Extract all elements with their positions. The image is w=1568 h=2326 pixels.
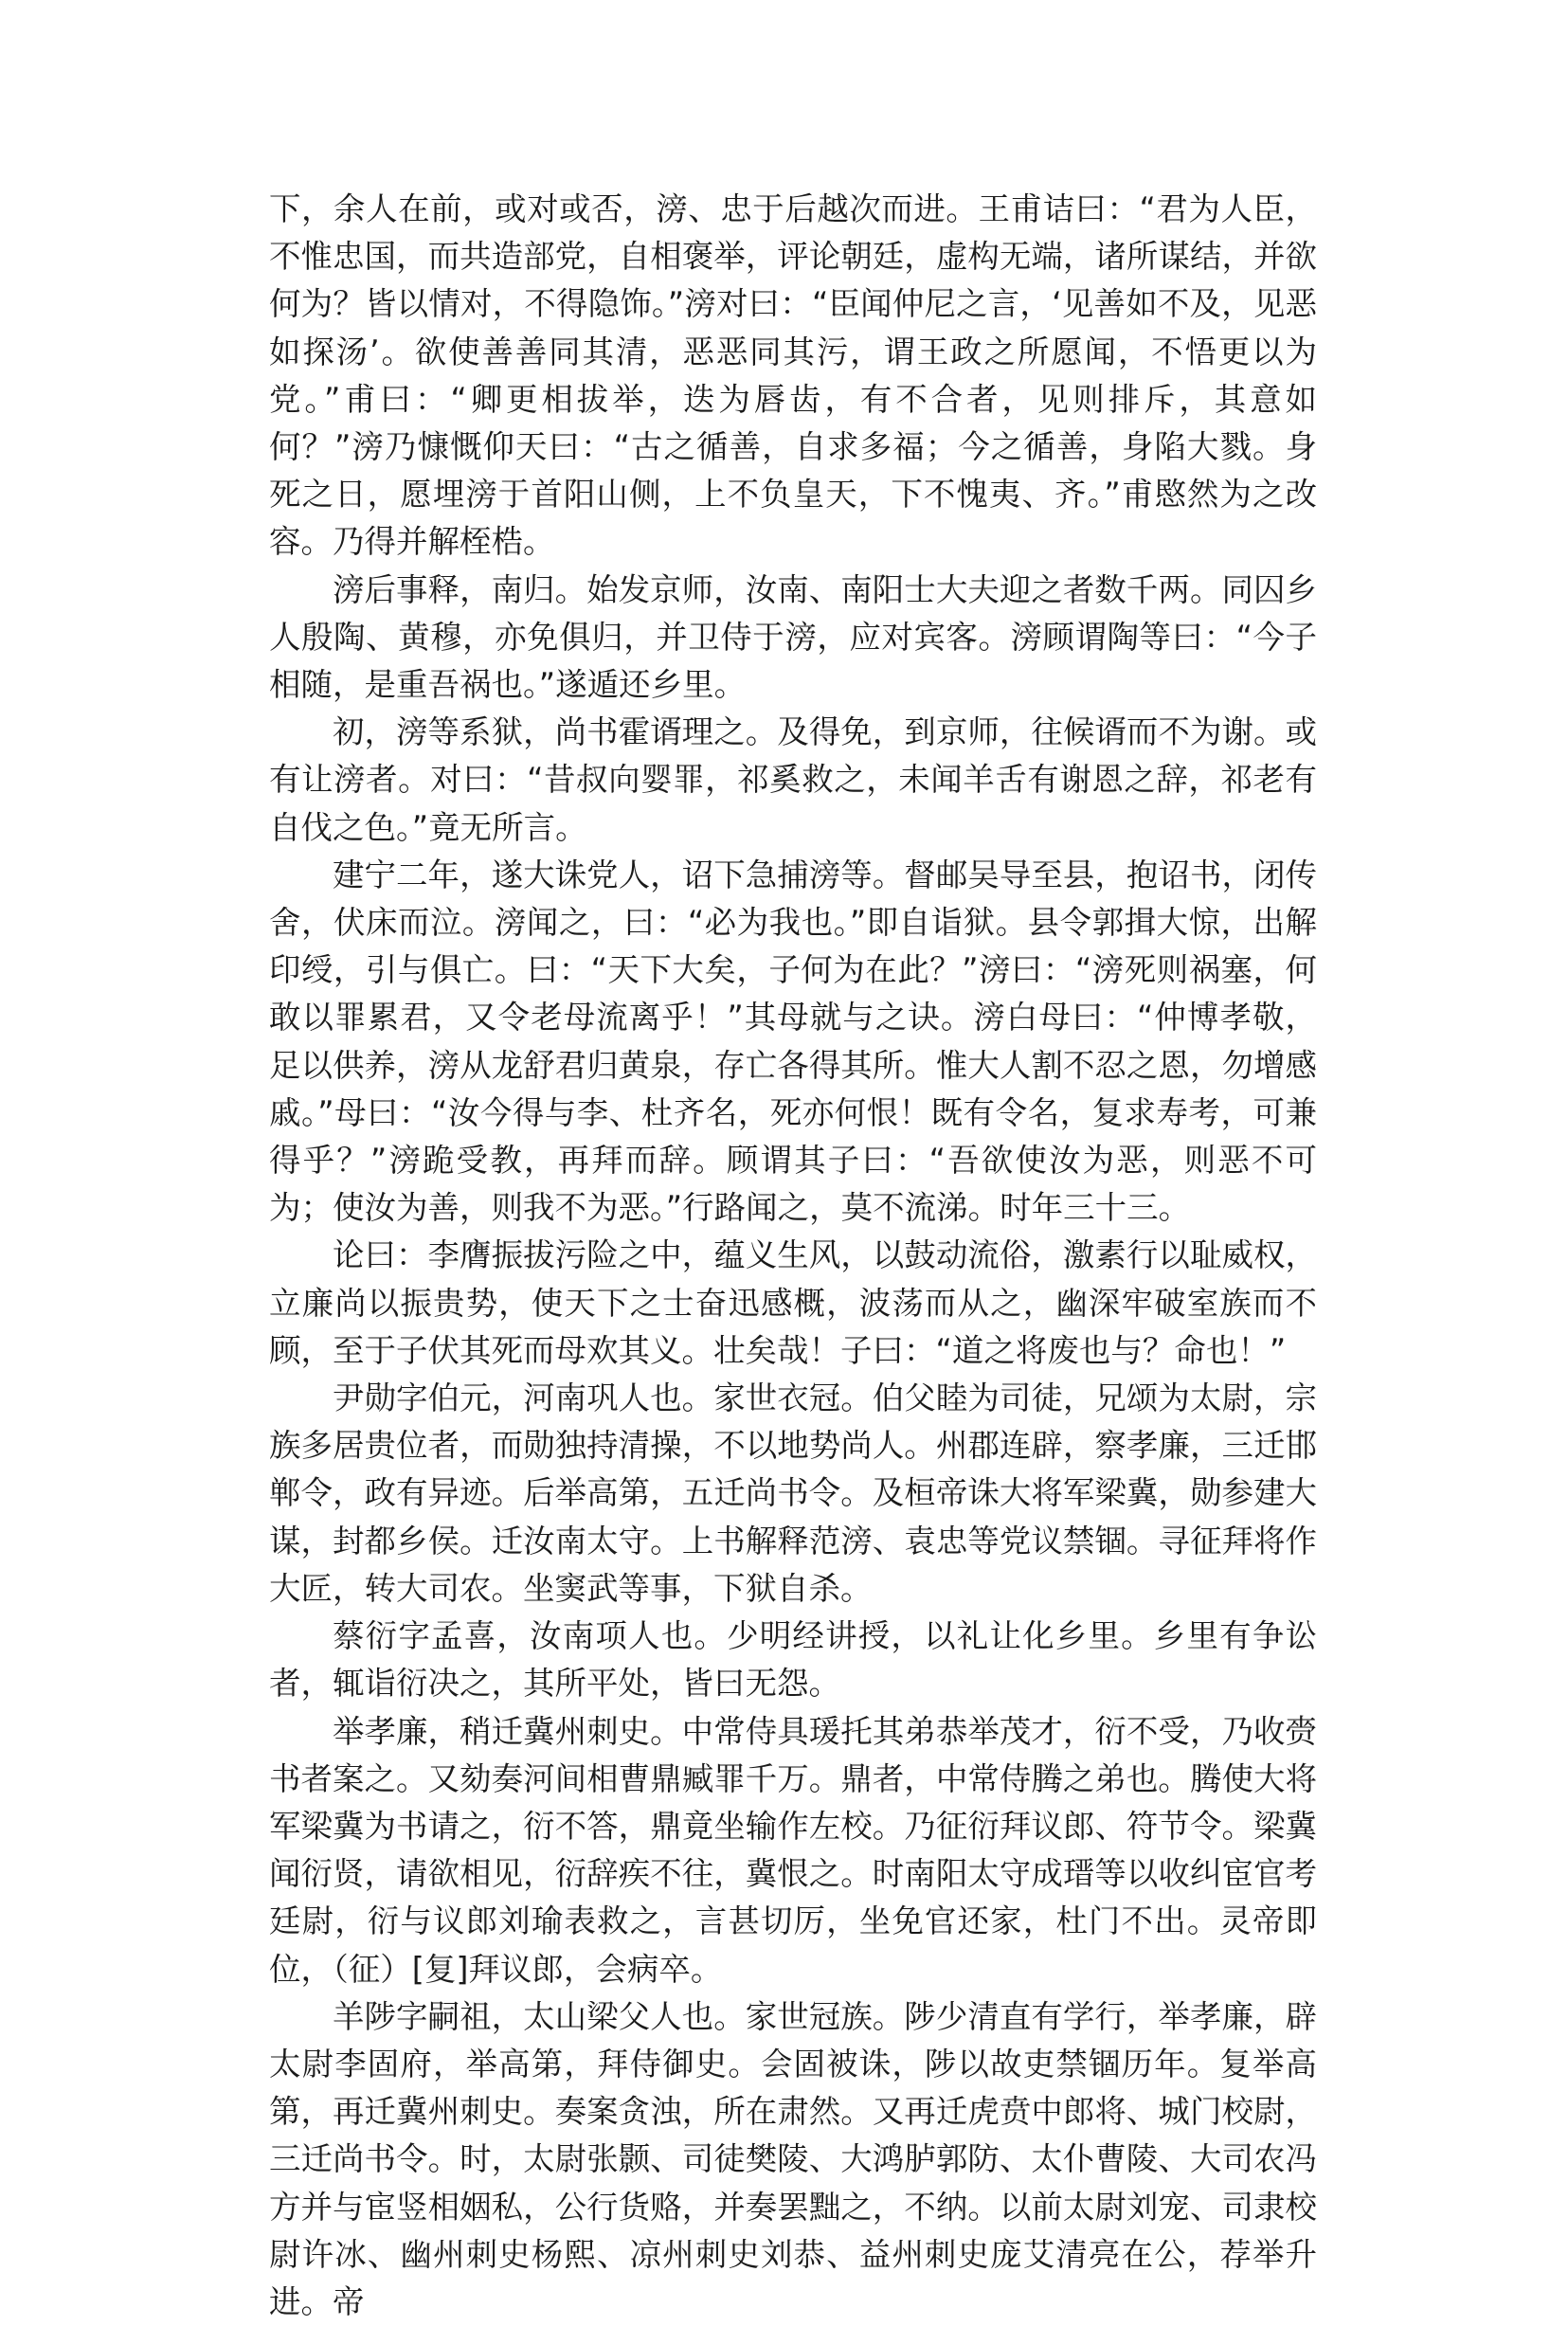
paragraph: 初，滂等系狱，尚书霍谞理之。及得免，到京师，往候谞而不为谢。或有让滂者。对曰：“昔叔向婴罪，祁奚救之，未闻羊舌有谢恩之辞，祁老有自伐之色。”竟无所言。 xyxy=(269,713,1317,846)
paragraph: 论曰：李膺振拔污险之中，蕴义生风，以鼓动流俗，激素行以耻威权，立廉尚以振贵势，使天下之士奋迅感概，波荡而从之，幽深牢破室族而不顾，至于子伏其死而母欢其义。壮矣哉！子曰：“道之将废也与？命也！” xyxy=(269,1236,1317,1369)
paragraph: 尹勋字伯元，河南巩人也。家世衣冠。伯父睦为司徒，兄颂为太尉，宗族多居贵位者，而勋独持清操，不以地势尚人。州郡连辟，察孝廉，三迁邯郸令，政有异迹。后举高第，五迁尚书令。及桓帝诛大将军梁冀，勋参建大谋，封都乡侯。迁汝南太守。上书解释范滂、袁忠等党议禁锢。寻征拜将作大匠，转大司农。坐窦武等事，下狱自杀。 xyxy=(269,1379,1317,1607)
paragraph: 下，余人在前，或对或否，滂、忠于后越次而进。王甫诘曰：“君为人臣，不惟忠国，而共造部党，自相褒举，评论朝廷，虚构无端，诸所谋结，并欲何为？皆以情对，不得隐饰。”滂对曰：“臣闻仲尼之言，‘见善如不及，见恶如探汤’。欲使善善同其清，恶恶同其污，谓王政之所愿闻，不悟更以为党。”甫曰：“卿更相拔举，迭为唇齿，有不合者，见则排斥，其意如何？”滂乃慷慨仰天曰：“古之循善，自求多福；今之循善，身陷大戮。身死之日，愿埋滂于首阳山侧，上不负皇天，下不愧夷、齐。”甫愍然为之改容。乃得并解桎梏。 xyxy=(269,190,1317,561)
document-body xyxy=(269,186,1317,2326)
paragraph: 蔡衍字孟喜，汝南项人也。少明经讲授，以礼让化乡里。乡里有争讼者，辄诣衍决之，其所平处，皆曰无怨。 xyxy=(269,1617,1317,1703)
paragraph: 举孝廉，稍迁冀州刺史。中常侍具瑗托其弟恭举茂才，衍不受，乃收赍书者案之。又劾奏河间相曹鼎臧罪千万。鼎者，中常侍腾之弟也。腾使大将军梁冀为书请之，衍不答，鼎竟坐输作左校。乃征衍拜议郎、符节令。梁冀闻衍贤，请欲相见，衍辞疾不往，冀恨之。时南阳太守成瑨等以收纠宦官考廷尉，衍与议郎刘瑜表救之，言甚切厉，坐免官还家，杜门不出。灵帝即位，（征）[复]拜议郎，会病卒。 xyxy=(269,1712,1317,1988)
paragraph: 建宁二年，遂大诛党人，诏下急捕滂等。督邮吴导至县，抱诏书，闭传舍，伏床而泣。滂闻之，曰：“必为我也。”即自诣狱。县令郭揖大惊，出解印绶，引与俱亡。曰：“天下大矣，子何为在此？”滂曰：“滂死则祸塞，何敢以罪累君，又令老母流离乎！”其母就与之诀。滂白母曰：“仲博孝敬，足以供养，滂从龙舒君归黄泉，存亡各得其所。惟大人割不忍之恩，勿增感戚。”母曰：“汝今得与李、杜齐名，死亦何恨！既有令名，复求寿考，可兼得乎？”滂跪受教，再拜而辞。顾谓其子曰：“吾欲使汝为恶，则恶不可为；使汝为善，则我不为恶。”行路闻之，莫不流涕。时年三十三。 xyxy=(269,856,1317,1227)
paragraph: 滂后事释，南归。始发京师，汝南、南阳士大夫迎之者数千两。同囚乡人殷陶、黄穆，亦免俱归，并卫侍于滂，应对宾客。滂顾谓陶等曰：“今子相随，是重吾祸也。”遂遁还乡里。 xyxy=(269,570,1317,704)
paragraph: 羊陟字嗣祖，太山梁父人也。家世冠族。陟少清直有学行，举孝廉，辟太尉李固府，举高第，拜侍御史。会固被诛，陟以故吏禁锢历年。复举高第，再迁冀州刺史。奏案贪浊，所在肃然。又再迁虎贲中郎将、城门校尉，三迁尚书令。时，太尉张颢、司徒樊陵、大鸿胪郭防、太仆曹陵、大司农冯方并与宦竖相姻私，公行货赂，并奏罢黜之，不纳。以前太尉刘宠、司隶校尉许冰、幽州刺史杨熙、凉州刺史刘恭、益州刺史庞艾清亮在公，荐举升进。帝 xyxy=(269,1997,1317,2320)
